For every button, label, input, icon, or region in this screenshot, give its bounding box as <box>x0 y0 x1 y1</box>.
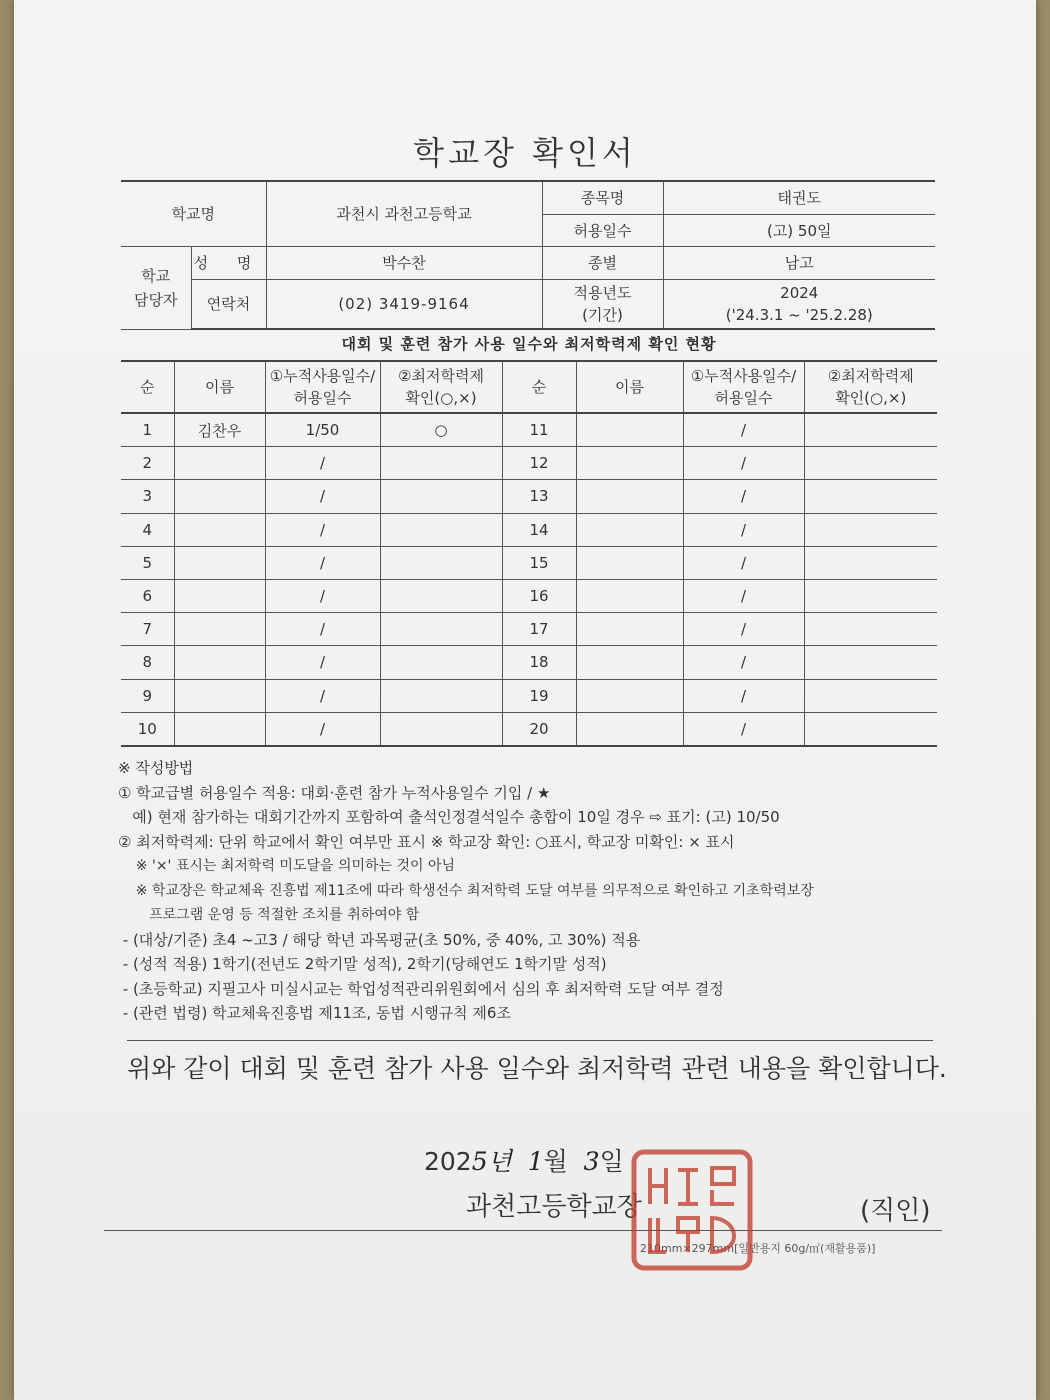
principal-name: 과천고등학교장 <box>466 1192 642 1222</box>
row-name <box>174 447 265 480</box>
header-name-right: 이름 <box>576 361 683 413</box>
row-days: / <box>265 480 380 513</box>
row-no-right: 11 <box>502 413 576 447</box>
row-name-right <box>576 513 683 546</box>
usage-status-table <box>121 360 937 747</box>
bottom-divider <box>104 1230 942 1231</box>
header-days-line2: 허용일수 <box>293 389 352 407</box>
manager-label-line1: 학교 <box>141 266 171 285</box>
category-label: 종별 <box>542 246 663 279</box>
row-days: / <box>265 646 380 679</box>
header-check-right <box>804 361 937 413</box>
row-name-right <box>576 546 683 579</box>
row-check-right <box>804 513 937 546</box>
row-no-right: 12 <box>502 447 576 480</box>
row-check-right <box>804 679 937 712</box>
row-check <box>380 712 502 746</box>
manager-label <box>121 246 191 329</box>
row-name-right <box>576 413 683 447</box>
year-label <box>542 279 663 329</box>
row-check <box>380 447 502 480</box>
row-name-right <box>576 447 683 480</box>
row-name <box>174 513 265 546</box>
row-name <box>174 546 265 579</box>
official-seal-stamp <box>628 1146 756 1274</box>
name-label: 성 명 <box>191 246 266 279</box>
row-no: 7 <box>121 613 174 646</box>
header-check-right-line2: 확인(○,×) <box>835 389 907 407</box>
school-label: 학교명 <box>121 181 266 246</box>
year-value-cell <box>663 279 935 329</box>
row-days-right: / <box>683 712 804 746</box>
instruction-line: - (관련 법령) 학교체육진흥법 제11조, 동법 시행규칙 제6조 <box>118 1004 511 1022</box>
row-name <box>174 579 265 612</box>
row-check-right <box>804 712 937 746</box>
row-check <box>380 613 502 646</box>
row-days-right: / <box>683 646 804 679</box>
header-days-right <box>683 361 804 413</box>
header-check <box>380 361 502 413</box>
row-check <box>380 546 502 579</box>
row-name <box>174 646 265 679</box>
row-days-right: / <box>683 513 804 546</box>
instruction-line: - (대상/기준) 초4 ~고3 / 해당 학년 과목평균(초 50%, 중 40%, 고 30%) 적용 <box>118 930 641 949</box>
contact-value: (02) 3419-9164 <box>266 279 542 329</box>
instruction-line: ※ '×' 표시는 최저학력 미도달을 의미하는 것이 아님 <box>118 858 456 874</box>
row-no-right: 14 <box>502 513 576 546</box>
year-value: 2024 <box>780 283 819 302</box>
row-days: / <box>265 546 380 579</box>
row-check <box>380 513 502 546</box>
row-days: / <box>265 579 380 612</box>
year-label-line2: (기간) <box>582 305 623 324</box>
row-days: / <box>265 513 380 546</box>
row-name <box>174 679 265 712</box>
row-no: 5 <box>121 546 174 579</box>
school-info-table <box>121 180 935 330</box>
official-seal-label: (직인) <box>860 1196 931 1226</box>
row-no-right: 13 <box>502 480 576 513</box>
row-check-right <box>804 413 937 447</box>
divider <box>127 1040 933 1041</box>
table-row <box>121 613 937 646</box>
date-month-label: 월 <box>543 1147 568 1176</box>
row-check-right <box>804 480 937 513</box>
row-check-right <box>804 447 937 480</box>
row-days-right: / <box>683 613 804 646</box>
row-days-right: / <box>683 480 804 513</box>
row-days: / <box>265 679 380 712</box>
issue-date <box>424 1142 624 1178</box>
instruction-line: - (초등학교) 지필고사 미실시교는 학업성적관리위원회에서 심의 후 최저학력 도달 여부 결정 <box>118 979 724 998</box>
row-no-right: 20 <box>502 712 576 746</box>
table-row <box>121 480 937 513</box>
row-no: 3 <box>121 480 174 513</box>
header-name: 이름 <box>174 361 265 413</box>
table-row <box>121 646 937 679</box>
row-check-right <box>804 546 937 579</box>
row-days: 1/50 <box>265 413 380 447</box>
header-days <box>265 361 380 413</box>
header-no-right: 순 <box>502 361 576 413</box>
sport-value: 태권도 <box>663 181 935 214</box>
instruction-line: ① 학교급별 허용일수 적용: 대회·훈련 참가 누적사용일수 기입 / ★ <box>118 783 551 802</box>
row-name: 김찬우 <box>174 413 265 447</box>
row-name <box>174 480 265 513</box>
row-name-right <box>576 613 683 646</box>
instruction-line: ② 최저학력제: 단위 학교에서 확인 여부만 표시 ※ 학교장 확인: ○표시, 학교장 미확인: × 표시 <box>118 832 735 851</box>
row-no-right: 15 <box>502 546 576 579</box>
row-check <box>380 646 502 679</box>
row-no-right: 17 <box>502 613 576 646</box>
row-no: 6 <box>121 579 174 612</box>
sport-label: 종목명 <box>542 181 663 214</box>
row-name <box>174 613 265 646</box>
row-days: / <box>265 613 380 646</box>
row-name-right <box>576 579 683 612</box>
year-label-line1: 적용년도 <box>573 283 632 302</box>
allowed-days-value: (고) 50일 <box>663 214 935 246</box>
header-days-right-line1: ①누적사용일수/ <box>690 367 797 385</box>
row-check <box>380 579 502 612</box>
row-name-right <box>576 712 683 746</box>
row-check: ○ <box>380 413 502 447</box>
row-days: / <box>265 712 380 746</box>
status-section-title: 대회 및 훈련 참가 사용 일수와 최저학력제 확인 현황 <box>341 335 717 353</box>
contact-label: 연락처 <box>191 279 266 329</box>
period-value: ('24.3.1 ~ '25.2.28) <box>725 305 873 324</box>
row-name-right <box>576 646 683 679</box>
row-name-right <box>576 480 683 513</box>
date-day-label: 일 <box>599 1147 624 1176</box>
header-check-right-line1: ②최저학력제 <box>827 367 914 385</box>
date-month-handwritten: 1 <box>527 1147 544 1176</box>
page-title: 학교장 확인서 <box>413 134 637 172</box>
date-day-handwritten: 3 <box>583 1147 600 1176</box>
table-row <box>121 447 937 480</box>
row-days-right: / <box>683 413 804 447</box>
confirm-statement: 위와 같이 대회 및 훈련 참가 사용 일수와 최저학력 관련 내용을 확인합니다. <box>127 1054 947 1083</box>
school-value: 과천시 과천고등학교 <box>266 181 542 246</box>
row-no-right: 18 <box>502 646 576 679</box>
row-days: / <box>265 447 380 480</box>
header-check-line2: 확인(○,×) <box>405 389 477 407</box>
instruction-line: 프로그램 운영 등 적절한 조치를 취하여야 함 <box>118 907 420 923</box>
row-no: 8 <box>121 646 174 679</box>
header-no: 순 <box>121 361 174 413</box>
header-check-line1: ②최저학력제 <box>398 367 484 385</box>
paper-spec-footnote: 210mm×297mm[일반용지 60g/㎡(재활용품)] <box>640 1242 876 1255</box>
row-check-right <box>804 646 937 679</box>
table-row <box>121 413 937 447</box>
row-days-right: / <box>683 679 804 712</box>
row-no: 2 <box>121 447 174 480</box>
row-check <box>380 679 502 712</box>
row-days-right: / <box>683 546 804 579</box>
instruction-line: - (성적 적용) 1학기(전년도 2학기말 성적), 2학기(당해연도 1학기말 성적) <box>118 955 607 973</box>
date-year-handwritten: 5년 <box>471 1147 512 1176</box>
row-no: 10 <box>121 712 174 746</box>
row-no-right: 19 <box>502 679 576 712</box>
row-name <box>174 712 265 746</box>
instruction-line: 예) 현재 참가하는 대회기간까지 포함하여 출석인정결석일수 총합이 10일 경우 ⇨ 표기: (고) 10/50 <box>118 808 780 826</box>
row-no: 4 <box>121 513 174 546</box>
table-row <box>121 712 937 746</box>
header-days-right-line2: 허용일수 <box>714 389 773 407</box>
date-year-printed: 202 <box>424 1147 472 1176</box>
manager-label-line2: 담당자 <box>134 290 178 309</box>
row-check-right <box>804 613 937 646</box>
instruction-line: ※ 학교장은 학교체육 진흥법 제11조에 따라 학생선수 최저학력 도달 여부를 의무적으로 확인하고 기초학력보장 <box>118 882 814 899</box>
table-row <box>121 513 937 546</box>
row-name-right <box>576 679 683 712</box>
table-row <box>121 579 937 612</box>
row-days-right: / <box>683 579 804 612</box>
header-days-line1: ①누적사용일수/ <box>269 367 376 385</box>
row-days-right: / <box>683 447 804 480</box>
row-no-right: 16 <box>502 579 576 612</box>
table-row <box>121 679 937 712</box>
row-no: 1 <box>121 413 174 447</box>
instructions <box>118 756 948 1026</box>
row-check-right <box>804 579 937 612</box>
name-value: 박수찬 <box>266 246 542 279</box>
allowed-days-label: 허용일수 <box>542 214 663 246</box>
row-check <box>380 480 502 513</box>
instruction-line: ※ 작성방법 <box>118 759 194 777</box>
category-value: 남고 <box>663 246 935 279</box>
row-no: 9 <box>121 679 174 712</box>
table-row <box>121 546 937 579</box>
